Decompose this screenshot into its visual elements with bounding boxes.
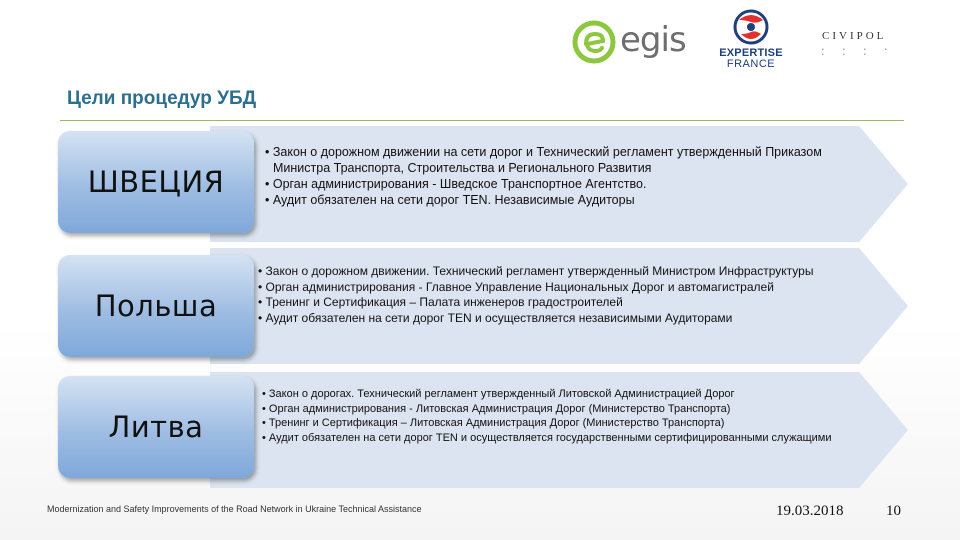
country-label-sweden: ШВЕЦИЯ	[87, 165, 225, 199]
country-label-poland: Польша	[94, 289, 218, 323]
civipol-logo	[822, 30, 912, 70]
country-label-lithuania: Литва	[108, 410, 204, 444]
page-title: Цели процедур УБД	[67, 88, 257, 109]
expertise-france-line1: EXPERTISE	[719, 47, 783, 59]
country-box-poland	[58, 255, 254, 357]
civipol-logo-text: CIVIPOL	[822, 30, 887, 42]
bullet-lithuania-2: • Орган администрирования - Литовская Администрация Дорог (Министерство Транспорта)	[262, 402, 731, 415]
bullet-poland-3: • Тренинг и Сертификация – Палата инженеров градостроителей	[258, 295, 623, 309]
bullet-sweden-2: • Орган администрирования - Шведское Транспортное Агентство.	[265, 177, 647, 191]
egis-logo	[572, 16, 697, 68]
expertise-france-emblem-icon	[731, 8, 771, 46]
title-rule	[60, 120, 904, 121]
bullets-poland	[258, 264, 868, 326]
bullets-lithuania	[262, 387, 857, 445]
bullet-lithuania-3: • Тренинг и Сертификация – Литовская Администрация Дорог (Министерство Транспорта)	[262, 417, 725, 429]
page-number: 10	[886, 503, 901, 519]
footer-project: Modernization and Safety Improvements of the Road Network in Ukraine Technical Assistance	[47, 504, 422, 514]
bullet-lithuania-1: • Закон о дорогах. Технический регламент утвержденный Литовской Администрацией Дорог	[262, 388, 735, 400]
bullet-poland-4: • Аудит обязателен на сети дорог TEN и осуществляется независимыми Аудиторами	[258, 310, 733, 325]
civipol-logo-dots: • • • • • • •	[822, 48, 896, 58]
egis-logo-text: egis	[620, 20, 686, 60]
bullet-sweden-3: • Аудит обязателен на сети дорог TEN. Независимые Аудиторы	[265, 193, 635, 207]
bullet-poland-2: • Орган администрирования - Главное Управление Национальных Дорог и автомагистралей	[258, 279, 774, 294]
country-box-lithuania	[58, 376, 254, 478]
expertise-france-logo	[716, 8, 786, 78]
bullet-poland-1: • Закон о дорожном движении. Технический регламент утвержденный Министром Инфраструктуры	[258, 264, 814, 278]
egis-e-icon	[572, 20, 616, 64]
footer-date: 19.03.2018	[776, 503, 844, 519]
country-box-sweden	[58, 131, 254, 233]
bullets-sweden	[265, 144, 865, 208]
bullet-lithuania-4: • Аудит обязателен на сети дорог TEN и осуществляется государственными сертифицированными служащими	[262, 431, 832, 444]
bullet-sweden-1: • Закон о дорожном движении на сети дорог и Технический регламент утвержденный Приказом Министра Транспорта, Строительства и Регионального Развития	[265, 145, 822, 175]
expertise-france-line2: FRANCE	[726, 58, 776, 70]
